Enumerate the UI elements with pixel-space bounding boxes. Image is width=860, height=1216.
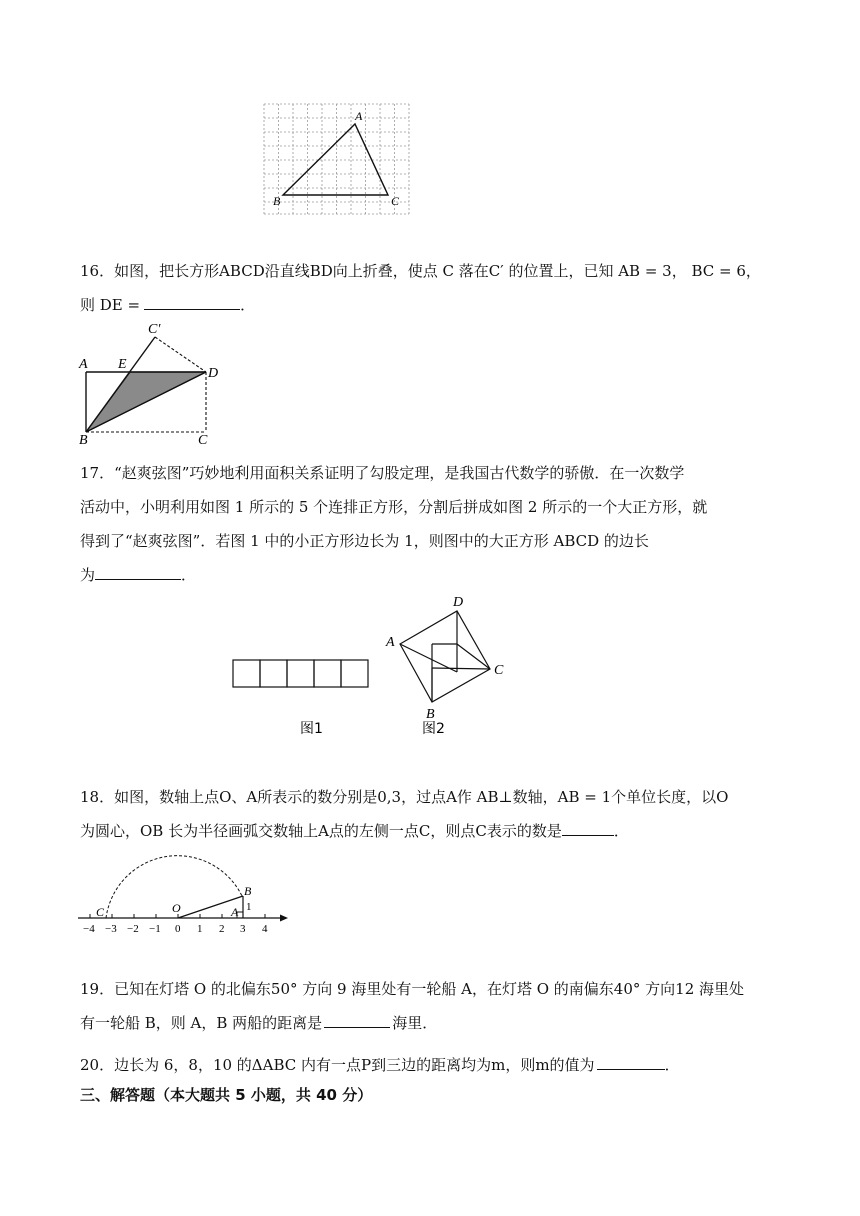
tick-label: 4	[262, 923, 268, 935]
label-o: O	[172, 901, 181, 915]
q16-line-2	[80, 288, 785, 322]
label-a: A	[355, 109, 363, 123]
question-16	[80, 254, 785, 322]
q18-number-line-figure	[76, 846, 296, 938]
axis-tick-labels	[83, 923, 268, 935]
label-b: B	[79, 433, 88, 448]
figure-1-five-squares	[233, 660, 368, 687]
q16-line-2-prefix: 则 DE =	[80, 296, 141, 314]
question-20	[80, 1048, 785, 1082]
tick-label: −4	[83, 923, 95, 935]
q19-line-2-suffix: 海里．	[392, 1014, 438, 1032]
q17-line-4-prefix: 为	[80, 566, 96, 584]
q17-line-4	[80, 558, 785, 592]
q20-answer-blank[interactable]	[597, 1051, 665, 1070]
question-17	[80, 456, 785, 592]
q17-line-3: 得到了“赵爽弦图”．若图 1 中的小正方形边长为 1，则图中的大正方形 ABCD 的边长	[80, 532, 649, 550]
label-d: D	[453, 595, 464, 610]
label-c-prime: C′	[148, 322, 161, 337]
label-a: A	[231, 905, 239, 919]
q18-line-2-suffix: ．	[613, 822, 629, 840]
q17-line-2: 活动中，小明利用如图 1 所示的 5 个连排正方形，分割后拼成如图 2 所示的一个大正方形，就	[80, 498, 708, 516]
q19-line-1: 19．已知在灯塔 O 的北偏东50° 方向 9 海里处有一轮船 A，在灯塔 O 的南偏东40° 方向12 海里处	[80, 980, 745, 998]
tick-label: −2	[127, 923, 139, 935]
q20-line-1-prefix: 20．边长为 6，8，10 的ΔABC 内有一点P到三边的距离均为m，则m的值为	[80, 1056, 595, 1074]
label-e: E	[118, 357, 127, 372]
fig1-caption: 图1	[300, 721, 323, 737]
triangle-abc	[283, 124, 388, 195]
q18-line-2	[80, 814, 785, 848]
fig2-caption: 图2	[422, 721, 445, 737]
question-18	[80, 780, 785, 848]
axis-arrow	[280, 915, 288, 922]
label-b: B	[273, 194, 281, 208]
q16-answer-blank[interactable]	[144, 291, 240, 310]
tick-label: 0	[175, 923, 181, 935]
q17-line-4-suffix: ．	[181, 566, 197, 584]
q18-line-1: 18．如图，数轴上点O、A所表示的数分别是0,3，过点A作 AB⊥数轴，AB = 1个单位长度，以O	[80, 788, 729, 806]
q18-line-2-prefix: 为圆心，OB 长为半径画弧交数轴上A点的左侧一点C，则点C表示的数是	[80, 822, 562, 840]
tick-label: 3	[240, 923, 246, 935]
grid-lines	[264, 104, 409, 214]
label-c: C	[391, 194, 400, 208]
q19-line-2	[80, 1006, 785, 1040]
tick-label: −1	[149, 923, 161, 935]
section-3-heading: 三、解答题（本大题共 5 小题，共 40 分）	[80, 1086, 373, 1104]
label-b: B	[426, 707, 435, 722]
grid-triangle-figure	[264, 104, 414, 216]
q17-line-1: 17．“赵爽弦图”巧妙地利用面积关系证明了勾股定理，是我国古代数学的骄傲．在一次数学	[80, 464, 685, 482]
q17-figures	[228, 594, 528, 744]
q19-answer-blank[interactable]	[324, 1009, 390, 1028]
q18-answer-blank[interactable]	[562, 817, 614, 836]
q20-line-1-suffix: ．	[664, 1056, 680, 1074]
label-ab-length: 1	[246, 901, 252, 913]
label-c: C	[494, 663, 504, 678]
tick-label: −3	[105, 923, 117, 935]
q16-line-2-suffix: ．	[240, 296, 256, 314]
tick-label: 1	[197, 923, 203, 935]
label-a: A	[79, 357, 88, 372]
q16-line-1: 16．如图，把长方形ABCD沿直线BD向上折叠，使点 C 落在C′ 的位置上，已知 AB = 3， BC = 6，	[80, 262, 761, 280]
label-d: D	[208, 366, 219, 381]
label-c: C	[96, 905, 105, 919]
question-19	[80, 972, 785, 1040]
q17-answer-blank[interactable]	[95, 561, 181, 580]
label-c: C	[198, 433, 208, 448]
label-b: B	[244, 884, 252, 898]
q20-line-1	[80, 1048, 785, 1082]
label-a: A	[386, 635, 395, 650]
tick-label: 2	[219, 923, 225, 935]
edge-c-prime-d-dashed	[155, 337, 206, 372]
q16-folding-figure	[78, 320, 228, 448]
q19-line-2-prefix: 有一轮船 B，则 A，B 两船的距离是	[80, 1014, 323, 1032]
figure-2-zhao-shuang-square	[400, 611, 490, 702]
